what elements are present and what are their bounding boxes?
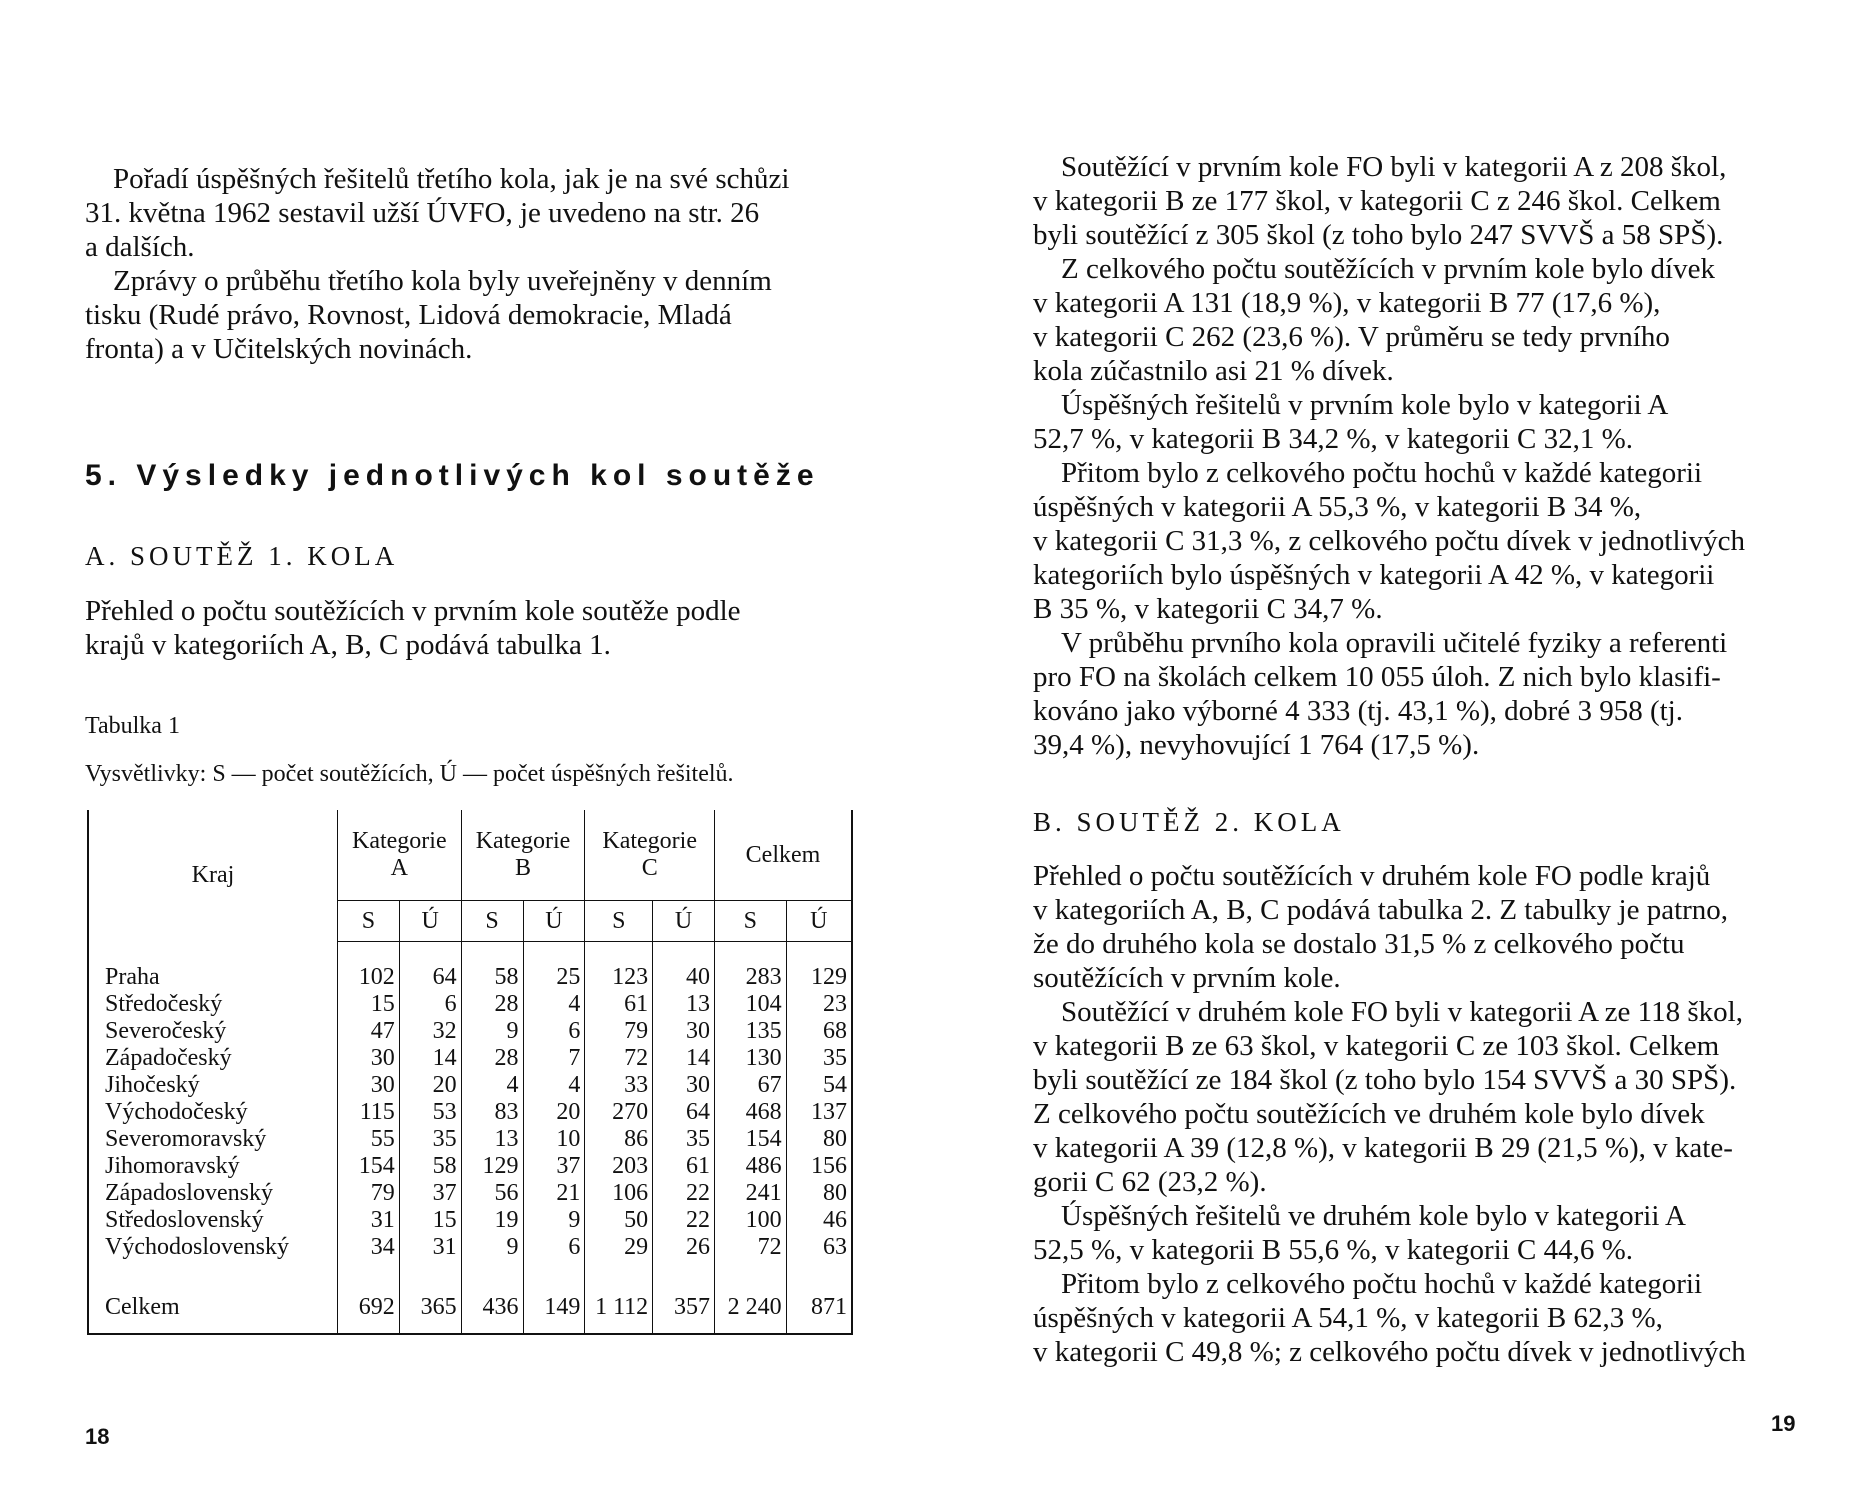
group-header-line: C xyxy=(641,855,658,881)
text-line: Zprávy o průběhu třetího kola byly uveřejněny v denním xyxy=(113,265,772,297)
value-cell: 14 xyxy=(653,1045,715,1072)
value-cell: 137 xyxy=(811,1099,847,1125)
kraj-cell: Středoslovenský xyxy=(88,1207,337,1234)
sub-header-u: Ú xyxy=(399,901,461,942)
value-cell: 21 xyxy=(523,1180,585,1207)
table-row xyxy=(88,1126,852,1153)
text-line: Přitom bylo z celkového počtu hochů v každé kategorii xyxy=(1061,457,1703,489)
value-cell: 32 xyxy=(399,1018,461,1045)
value-cell: 13 xyxy=(461,1126,523,1153)
value-cell: 692 xyxy=(337,1281,399,1334)
value-cell: 102 xyxy=(337,964,399,991)
value-cell: 129 xyxy=(461,1153,523,1180)
value-cell: 72 xyxy=(585,1045,653,1072)
subsection-heading-b: B. SOUTĚŽ 2. KOLA xyxy=(1033,807,1345,837)
value-cell: 28 xyxy=(461,1045,523,1072)
value-cell: 13 xyxy=(653,991,715,1018)
value-cell: 9 xyxy=(461,1018,523,1045)
kraj-header: Kraj xyxy=(88,810,337,942)
kraj-cell: Jihočeský xyxy=(88,1072,337,1099)
value-cell: 58 xyxy=(399,1153,461,1180)
table-row xyxy=(88,964,852,991)
text-line: v kategorii C 31,3 %, z celkového počtu dívek v jednotlivých xyxy=(1033,525,1745,557)
value-cell: 58 xyxy=(461,964,523,991)
sub-header-s: S xyxy=(585,901,653,942)
text-line: Přehled o počtu soutěžících v prvním kole soutěže podle xyxy=(85,595,741,627)
value-cell: 26 xyxy=(653,1234,715,1261)
value-cell: 871 xyxy=(811,1293,847,1320)
value-cell: 154 xyxy=(337,1153,399,1180)
value-cell: 30 xyxy=(653,1018,715,1045)
value-cell: 6 xyxy=(523,1018,585,1045)
value-cell: 1 112 xyxy=(585,1281,653,1334)
value-cell: 156 xyxy=(811,1153,847,1179)
value-cell: 61 xyxy=(585,991,653,1018)
table-row xyxy=(88,1207,852,1234)
value-cell: 46 xyxy=(823,1207,847,1233)
value-cell: 20 xyxy=(523,1099,585,1126)
value-cell: 64 xyxy=(399,964,461,991)
value-cell: 86 xyxy=(585,1126,653,1153)
value-cell: 35 xyxy=(399,1126,461,1153)
paragraph-6 xyxy=(1033,859,1779,995)
sub-header-u: Ú xyxy=(523,901,585,942)
text-line: kováno jako výborné 4 333 (tj. 43,1 %), dobré 3 958 (tj. xyxy=(1033,695,1683,727)
kraj-cell: Celkem xyxy=(88,1281,337,1334)
value-cell: 123 xyxy=(585,964,653,991)
spacer-row xyxy=(88,1261,852,1281)
paragraph-9 xyxy=(1033,1267,1779,1369)
text-line: kategoriích bylo úspěšných v kategorii A 42 %, v kategorii xyxy=(1033,559,1715,591)
group-header-line: Kategorie xyxy=(602,828,697,854)
table-caption: Tabulka 1 xyxy=(85,713,180,739)
value-cell: 365 xyxy=(399,1281,461,1334)
value-cell: 37 xyxy=(523,1153,585,1180)
page-number-right: 19 xyxy=(1771,1411,1796,1436)
text-line: Úspěšných řešitelů ve druhém kole bylo v kategorii A xyxy=(1061,1200,1686,1232)
value-cell: 4 xyxy=(461,1072,523,1099)
sub-header-s: S xyxy=(461,901,523,942)
text-line: v kategorii B ze 177 škol, v kategorii C z 246 škol. Celkem xyxy=(1033,185,1721,217)
page-number-left: 18 xyxy=(85,1424,110,1449)
value-cell: 33 xyxy=(585,1072,653,1099)
category-c-header xyxy=(585,810,715,901)
value-cell: 154 xyxy=(715,1126,787,1153)
value-cell: 486 xyxy=(715,1153,787,1180)
value-cell: 9 xyxy=(523,1207,585,1234)
table-row xyxy=(88,991,852,1018)
value-cell: 35 xyxy=(823,1045,847,1071)
subsection-heading-a: A. SOUTĚŽ 1. KOLA xyxy=(85,541,399,571)
spacer-row xyxy=(88,942,852,965)
value-cell: 80 xyxy=(823,1126,847,1152)
value-cell: 80 xyxy=(823,1180,847,1206)
kraj-cell: Západoslovenský xyxy=(88,1180,337,1207)
value-cell: 104 xyxy=(715,991,787,1018)
sub-header-u: Ú xyxy=(786,901,852,942)
value-cell: 53 xyxy=(399,1099,461,1126)
value-cell: 115 xyxy=(337,1099,399,1126)
text-line: soutěžících v prvním kole. xyxy=(1033,962,1341,994)
value-cell: 56 xyxy=(461,1180,523,1207)
kraj-cell: Severočeský xyxy=(88,1018,337,1045)
value-cell: 35 xyxy=(653,1126,715,1153)
value-cell: 83 xyxy=(461,1099,523,1126)
paragraph-5 xyxy=(1033,626,1779,762)
value-cell: 468 xyxy=(715,1099,787,1126)
text-line: v kategorii B ze 63 škol, v kategorii C ze 103 škol. Celkem xyxy=(1033,1030,1720,1062)
text-line: v kategorii C 49,8 %; z celkového počtu dívek v jednotlivých xyxy=(1033,1336,1746,1368)
table-row xyxy=(88,1072,852,1099)
text-line: kola zúčastnilo asi 21 % dívek. xyxy=(1033,355,1394,387)
text-line: 31. května 1962 sestavil užší ÚVFO, je uvedeno na str. 26 xyxy=(85,197,760,229)
text-line: v kategoriích A, B, C podává tabulka 2. Z tabulky je patrno, xyxy=(1033,894,1729,926)
value-cell: 54 xyxy=(823,1072,847,1098)
value-cell: 130 xyxy=(715,1045,787,1072)
value-cell: 37 xyxy=(399,1180,461,1207)
value-cell: 30 xyxy=(337,1045,399,1072)
group-header-line: Kategorie xyxy=(351,828,447,854)
paragraph-2 xyxy=(1033,252,1779,388)
group-header-line: Celkem xyxy=(745,841,821,868)
value-cell: 72 xyxy=(715,1234,787,1261)
value-cell: 149 xyxy=(523,1281,585,1334)
value-cell: 20 xyxy=(399,1072,461,1099)
value-cell: 63 xyxy=(823,1234,847,1260)
sub-header-s: S xyxy=(715,901,787,942)
text-line: Z celkového počtu soutěžících ve druhém kole bylo dívek xyxy=(1033,1098,1705,1130)
text-line: Pořadí úspěšných řešitelů třetího kola, jak je na své schůzi xyxy=(113,163,790,195)
value-cell: 436 xyxy=(461,1281,523,1334)
sub-header-s: S xyxy=(337,901,399,942)
kraj-cell: Severomoravský xyxy=(88,1126,337,1153)
kraj-cell: Středočeský xyxy=(88,991,337,1018)
total-header xyxy=(715,810,852,901)
text-line: Přitom bylo z celkového počtu hochů v každé kategorii xyxy=(1061,1268,1703,1300)
value-cell: 2 240 xyxy=(715,1281,787,1334)
value-cell: 19 xyxy=(461,1207,523,1234)
value-cell: 68 xyxy=(823,1018,847,1044)
paragraph-4 xyxy=(1033,456,1779,626)
value-cell: 15 xyxy=(337,991,399,1018)
text-line: V průběhu prvního kola opravili učitelé fyziky a referenti xyxy=(1061,627,1728,659)
value-cell: 50 xyxy=(585,1207,653,1234)
text-line: 52,7 %, v kategorii B 34,2 %, v kategorii C 32,1 %. xyxy=(1033,423,1634,455)
value-cell: 30 xyxy=(653,1072,715,1099)
text-line: v kategorii A 39 (12,8 %), v kategorii B 29 (21,5 %), v kate- xyxy=(1033,1132,1733,1164)
paragraph-1 xyxy=(1033,150,1779,252)
paragraph-7 xyxy=(1033,995,1779,1199)
text-line: v kategorii C 262 (23,6 %). V průměru se tedy prvního xyxy=(1033,321,1670,353)
group-header-line: A xyxy=(390,855,408,881)
value-cell: 4 xyxy=(523,991,585,1018)
table-legend: Vysvětlivky: S — počet soutěžících, Ú — počet úspěšných řešitelů. xyxy=(85,761,734,787)
value-cell: 28 xyxy=(461,991,523,1018)
text-line: 39,4 %), nevyhovující 1 764 (17,5 %). xyxy=(1033,729,1480,761)
sub-header-u: Ú xyxy=(653,901,715,942)
value-cell: 40 xyxy=(653,964,715,991)
kraj-cell: Praha xyxy=(88,964,337,991)
text-line: Úspěšných řešitelů v prvním kole bylo v kategorii A xyxy=(1061,389,1669,421)
value-cell: 79 xyxy=(337,1180,399,1207)
value-cell: 61 xyxy=(653,1153,715,1180)
text-line: pro FO na školách celkem 10 055 úloh. Z nich bylo klasifi- xyxy=(1033,661,1721,693)
text-line: 52,5 %, v kategorii B 55,6 %, v kategorii C 44,6 %. xyxy=(1033,1234,1634,1266)
group-header-line: B xyxy=(515,855,532,881)
table-row xyxy=(88,1180,852,1207)
text-line: Přehled o počtu soutěžících v druhém kole FO podle krajů xyxy=(1033,860,1711,892)
value-cell: 10 xyxy=(523,1126,585,1153)
total-row xyxy=(88,1281,852,1334)
value-cell: 25 xyxy=(523,964,585,991)
value-cell: 31 xyxy=(399,1234,461,1261)
table-row xyxy=(88,1153,852,1180)
value-cell: 23 xyxy=(823,991,847,1017)
value-cell: 241 xyxy=(715,1180,787,1207)
kraj-cell: Jihomoravský xyxy=(88,1153,337,1180)
intro-paragraph-1 xyxy=(85,162,855,264)
value-cell: 29 xyxy=(585,1234,653,1261)
value-cell: 47 xyxy=(337,1018,399,1045)
text-line: Soutěžící v prvním kole FO byli v kategorii A z 208 škol, xyxy=(1061,151,1727,183)
value-cell: 64 xyxy=(653,1099,715,1126)
value-cell: 100 xyxy=(715,1207,787,1234)
right-page xyxy=(937,0,1874,1500)
intro-paragraph-2 xyxy=(85,264,855,366)
text-line: B 35 %, v kategorii C 34,7 %. xyxy=(1033,593,1383,625)
text-line: tisku (Rudé právo, Rovnost, Lidová demokracie, Mladá xyxy=(85,299,732,331)
table-row xyxy=(88,1099,852,1126)
text-line: Soutěžící v druhém kole FO byli v kategorii A ze 118 škol, xyxy=(1061,996,1743,1028)
results-table xyxy=(87,810,853,1335)
text-line: krajů v kategoriích A, B, C podává tabulka 1. xyxy=(85,629,611,661)
section-heading: 5. Výsledky jednotlivých kol soutěže xyxy=(85,459,820,492)
value-cell: 283 xyxy=(715,964,787,991)
value-cell: 106 xyxy=(585,1180,653,1207)
value-cell: 22 xyxy=(653,1207,715,1234)
value-cell: 203 xyxy=(585,1153,653,1180)
text-line: úspěšných v kategorii A 54,1 %, v kategorii B 62,3 %, xyxy=(1033,1302,1663,1334)
value-cell: 4 xyxy=(523,1072,585,1099)
text-line: gorii C 62 (23,2 %). xyxy=(1033,1166,1267,1198)
category-a-header xyxy=(337,810,461,901)
text-line: v kategorii A 131 (18,9 %), v kategorii B 77 (17,6 %), xyxy=(1033,287,1661,319)
table-body xyxy=(88,942,852,1335)
value-cell: 14 xyxy=(399,1045,461,1072)
text-line: a dalších. xyxy=(85,231,195,263)
table-row xyxy=(88,1045,852,1072)
paragraph-8 xyxy=(1033,1199,1779,1267)
value-cell: 270 xyxy=(585,1099,653,1126)
value-cell: 79 xyxy=(585,1018,653,1045)
value-cell: 6 xyxy=(523,1234,585,1261)
table-row xyxy=(88,1018,852,1045)
text-line: byli soutěžící z 305 škol (z toho bylo 247 SVVŠ a 58 SPŠ). xyxy=(1033,219,1724,251)
value-cell: 9 xyxy=(461,1234,523,1261)
overview-paragraph xyxy=(85,594,855,662)
paragraph-3 xyxy=(1033,388,1779,456)
kraj-cell: Západočeský xyxy=(88,1045,337,1072)
table-row xyxy=(88,1234,852,1261)
value-cell: 34 xyxy=(337,1234,399,1261)
text-line: že do druhého kola se dostalo 31,5 % z celkového počtu xyxy=(1033,928,1685,960)
value-cell: 30 xyxy=(337,1072,399,1099)
text-line: byli soutěžící ze 184 škol (z toho bylo 154 SVVŠ a 30 SPŠ). xyxy=(1033,1064,1737,1096)
value-cell: 15 xyxy=(399,1207,461,1234)
value-cell: 6 xyxy=(399,991,461,1018)
value-cell: 7 xyxy=(523,1045,585,1072)
group-header-line: Kategorie xyxy=(475,828,571,854)
value-cell: 55 xyxy=(337,1126,399,1153)
value-cell: 67 xyxy=(715,1072,787,1099)
value-cell: 135 xyxy=(715,1018,787,1045)
kraj-cell: Východoslovenský xyxy=(88,1234,337,1261)
value-cell: 31 xyxy=(337,1207,399,1234)
text-line: úspěšných v kategorii A 55,3 %, v kategorii B 34 %, xyxy=(1033,491,1642,523)
text-line: fronta) a v Učitelských novinách. xyxy=(85,333,473,365)
kraj-cell: Východočeský xyxy=(88,1099,337,1126)
value-cell: 357 xyxy=(653,1281,715,1334)
category-b-header xyxy=(461,810,585,901)
value-cell: 129 xyxy=(811,964,847,990)
text-line: Z celkového počtu soutěžících v prvním kole bylo dívek xyxy=(1061,253,1715,285)
value-cell: 22 xyxy=(653,1180,715,1207)
